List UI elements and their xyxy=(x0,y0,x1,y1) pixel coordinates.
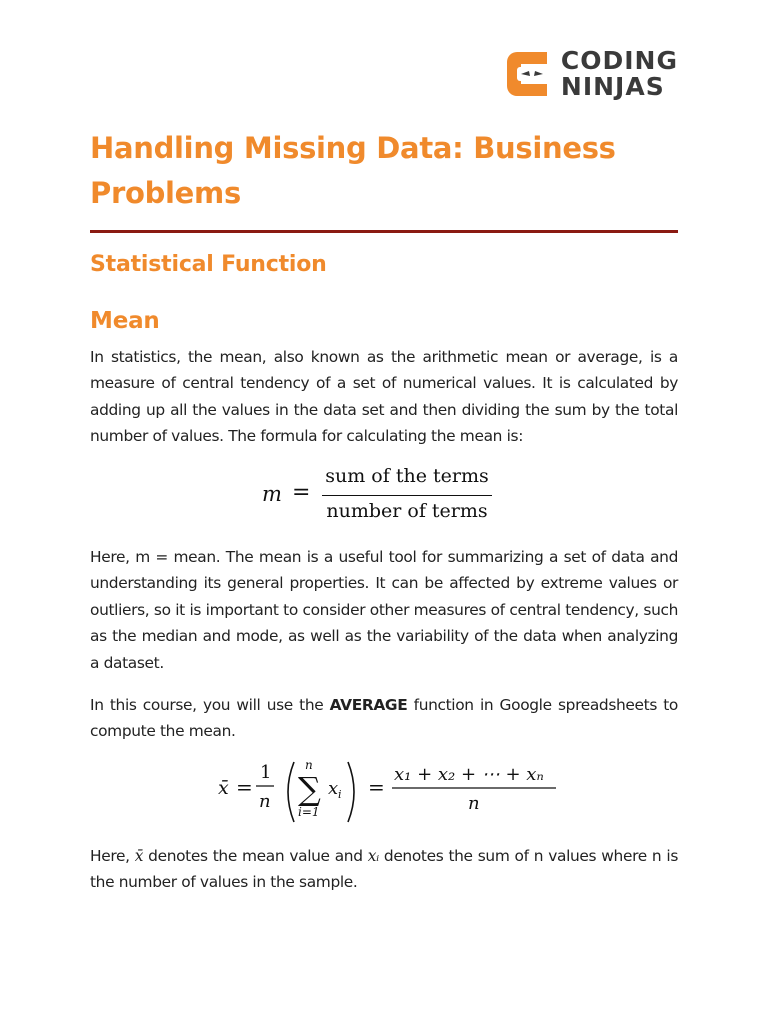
f2-rhs-num: x₁ + x₂ + ⋯ + xₙ xyxy=(394,764,544,785)
formula-lhs: m xyxy=(262,482,282,506)
p3-text-before: In this course, you will use the xyxy=(90,696,330,714)
paragraph-average-function xyxy=(90,692,678,745)
fraction-bar xyxy=(322,495,492,496)
logo-line-1: CODING xyxy=(560,46,678,75)
f2-equals-1: = xyxy=(236,775,253,799)
paragraph-mean-usage: Here, m = mean. The mean is a useful tool for summarizing a set of data and understanding its general properties. It can be affected by extreme values or outliers, so it is important to consider other measures of central tendency, such as the median and mode, as well as the variability of the data when analyzing a dataset. xyxy=(90,548,678,672)
p4-part-2: denotes the mean value and xyxy=(143,847,368,865)
summation-icon: ∑ xyxy=(298,770,321,808)
page-title: Handling Missing Data: Business Problems xyxy=(90,131,616,210)
logo-line-2: NINJAS xyxy=(560,72,665,101)
f2-lhs: x̄ xyxy=(218,777,229,799)
subsection-heading: Mean xyxy=(90,308,160,334)
f2-summand: x xyxy=(328,778,339,799)
f2-sum-upper: n xyxy=(305,758,313,772)
f2-rhs-den: n xyxy=(468,793,480,814)
f2-summand-sub: i xyxy=(338,788,342,801)
formula-numerator: sum of the terms xyxy=(325,465,489,487)
average-keyword: AVERAGE xyxy=(329,696,408,714)
title-divider xyxy=(90,230,678,233)
paragraph-mean-definition: In statistics, the mean, also known as the arithmetic mean or average, is a measure of central tendency of a set of numerical values. It is calculated by adding up all the values in the data set and then dividing the sum by the total number of values. The formula for calculating the mean is: xyxy=(90,348,678,446)
ninja-logo-icon xyxy=(503,48,553,100)
p3-text-after: function in Google spreadsheets to compute the mean. xyxy=(90,696,679,741)
f2-equals-2: = xyxy=(368,775,385,799)
section-heading: Statistical Function xyxy=(90,252,327,277)
formula-equals: = xyxy=(292,480,311,505)
formula-denominator: number of terms xyxy=(326,500,488,522)
p4-part-3: denotes the sum of n values where n is the number of values in the sample. xyxy=(90,847,678,892)
summation-mean-formula xyxy=(214,754,564,830)
xbar-symbol: x̄ xyxy=(134,847,144,865)
p4-part-1: Here, xyxy=(90,847,135,865)
paragraph-symbol-explanation xyxy=(90,843,678,896)
f2-sum-lower: i=1 xyxy=(298,805,320,819)
logo-wordmark xyxy=(561,48,678,100)
f2-frac-den: n xyxy=(259,791,271,812)
coding-ninjas-logo xyxy=(503,48,678,100)
mean-formula xyxy=(262,462,502,528)
f2-frac-num: 1 xyxy=(260,762,272,783)
xi-symbol: xᵢ xyxy=(367,847,379,865)
